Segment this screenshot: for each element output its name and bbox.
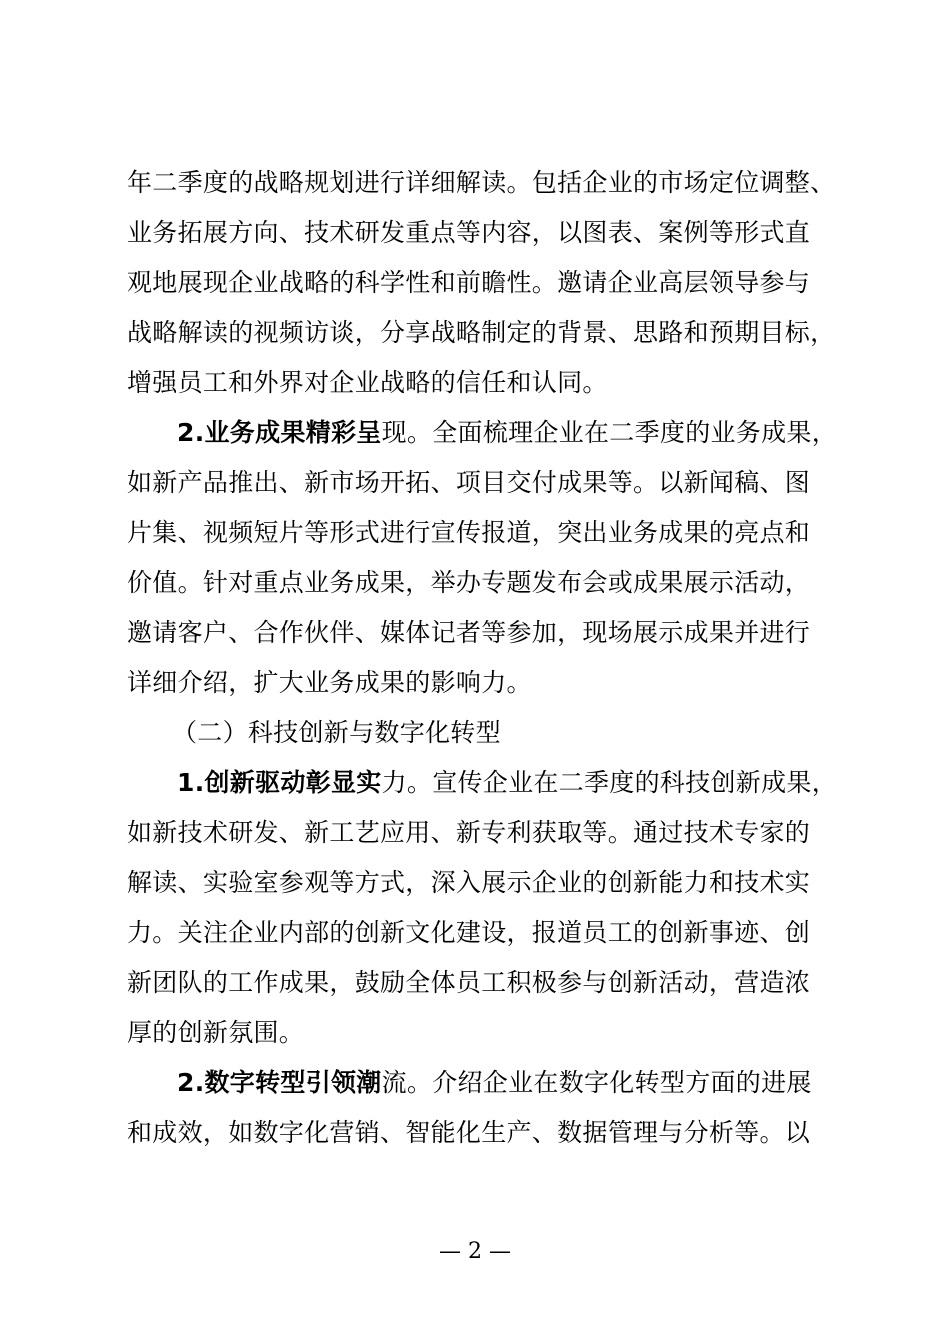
text-line: 新团队的工作成果，鼓励全体员工积极参与创新活动，营造浓 — [127, 968, 811, 997]
document-body — [127, 158, 855, 1158]
paragraph-lead-bold: 1.创新驱动彰显实 — [177, 768, 382, 797]
text-line: 观地展现企业战略的科学性和前瞻性。邀请企业高层领导参与 — [127, 268, 811, 297]
text-line: 如新技术研发、新工艺应用、新专利获取等。通过技术专家的 — [127, 818, 811, 847]
text-line — [127, 408, 855, 458]
text-line: 战略解读的视频访谈，分享战略制定的背景、思路和预期目标， — [127, 318, 836, 347]
paragraph-strategy — [127, 158, 855, 408]
text-line — [127, 1058, 855, 1108]
text-line: 详细介绍，扩大业务成果的影响力。 — [127, 668, 532, 697]
paragraph-lead-bold: 2.业务成果精彩呈 — [177, 418, 382, 447]
text-line: 和成效，如数字化营销、智能化生产、数据管理与分析等。以 — [127, 1118, 811, 1147]
text-line: 业务拓展方向、技术研发重点等内容，以图表、案例等形式直 — [127, 218, 811, 247]
text-line: 如新产品推出、新市场开拓、项目交付成果等。以新闻稿、图 — [127, 468, 811, 497]
section-heading: （二）科技创新与数字化转型 — [172, 718, 501, 747]
text-line: 价值。针对重点业务成果，举办专题发布会或成果展示活动， — [127, 568, 811, 597]
page-number: — 2 — — [439, 1239, 511, 1264]
text-line: 力。关注企业内部的创新文化建设，报道员工的创新事迹、创 — [127, 918, 811, 947]
text-line: 年二季度的战略规划进行详细解读。包括企业的市场定位调整、 — [127, 168, 836, 197]
text-line: 邀请客户、合作伙伴、媒体记者等参加，现场展示成果并进行 — [127, 618, 811, 647]
paragraph-business-results — [127, 408, 855, 708]
paragraph-lead-rest: 流。介绍企业在数字化转型方面的进展 — [381, 1068, 812, 1097]
text-line: 增强员工和外界对企业战略的信任和认同。 — [127, 368, 608, 397]
text-line — [127, 758, 855, 808]
text-line: 解读、实验室参观等方式，深入展示企业的创新能力和技术实 — [127, 868, 811, 897]
text-line: 片集、视频短片等形式进行宣传报道，突出业务成果的亮点和 — [127, 518, 811, 547]
paragraph-digital-transformation — [127, 1058, 855, 1158]
paragraph-lead-bold: 2.数字转型引领潮 — [177, 1068, 382, 1097]
paragraph-innovation — [127, 758, 855, 1058]
text-line: 厚的创新氛围。 — [127, 1018, 305, 1047]
paragraph-lead-rest: 现。全面梳理企业在二季度的业务成果， — [381, 418, 837, 447]
paragraph-lead-rest: 力。宣传企业在二季度的科技创新成果， — [381, 768, 837, 797]
